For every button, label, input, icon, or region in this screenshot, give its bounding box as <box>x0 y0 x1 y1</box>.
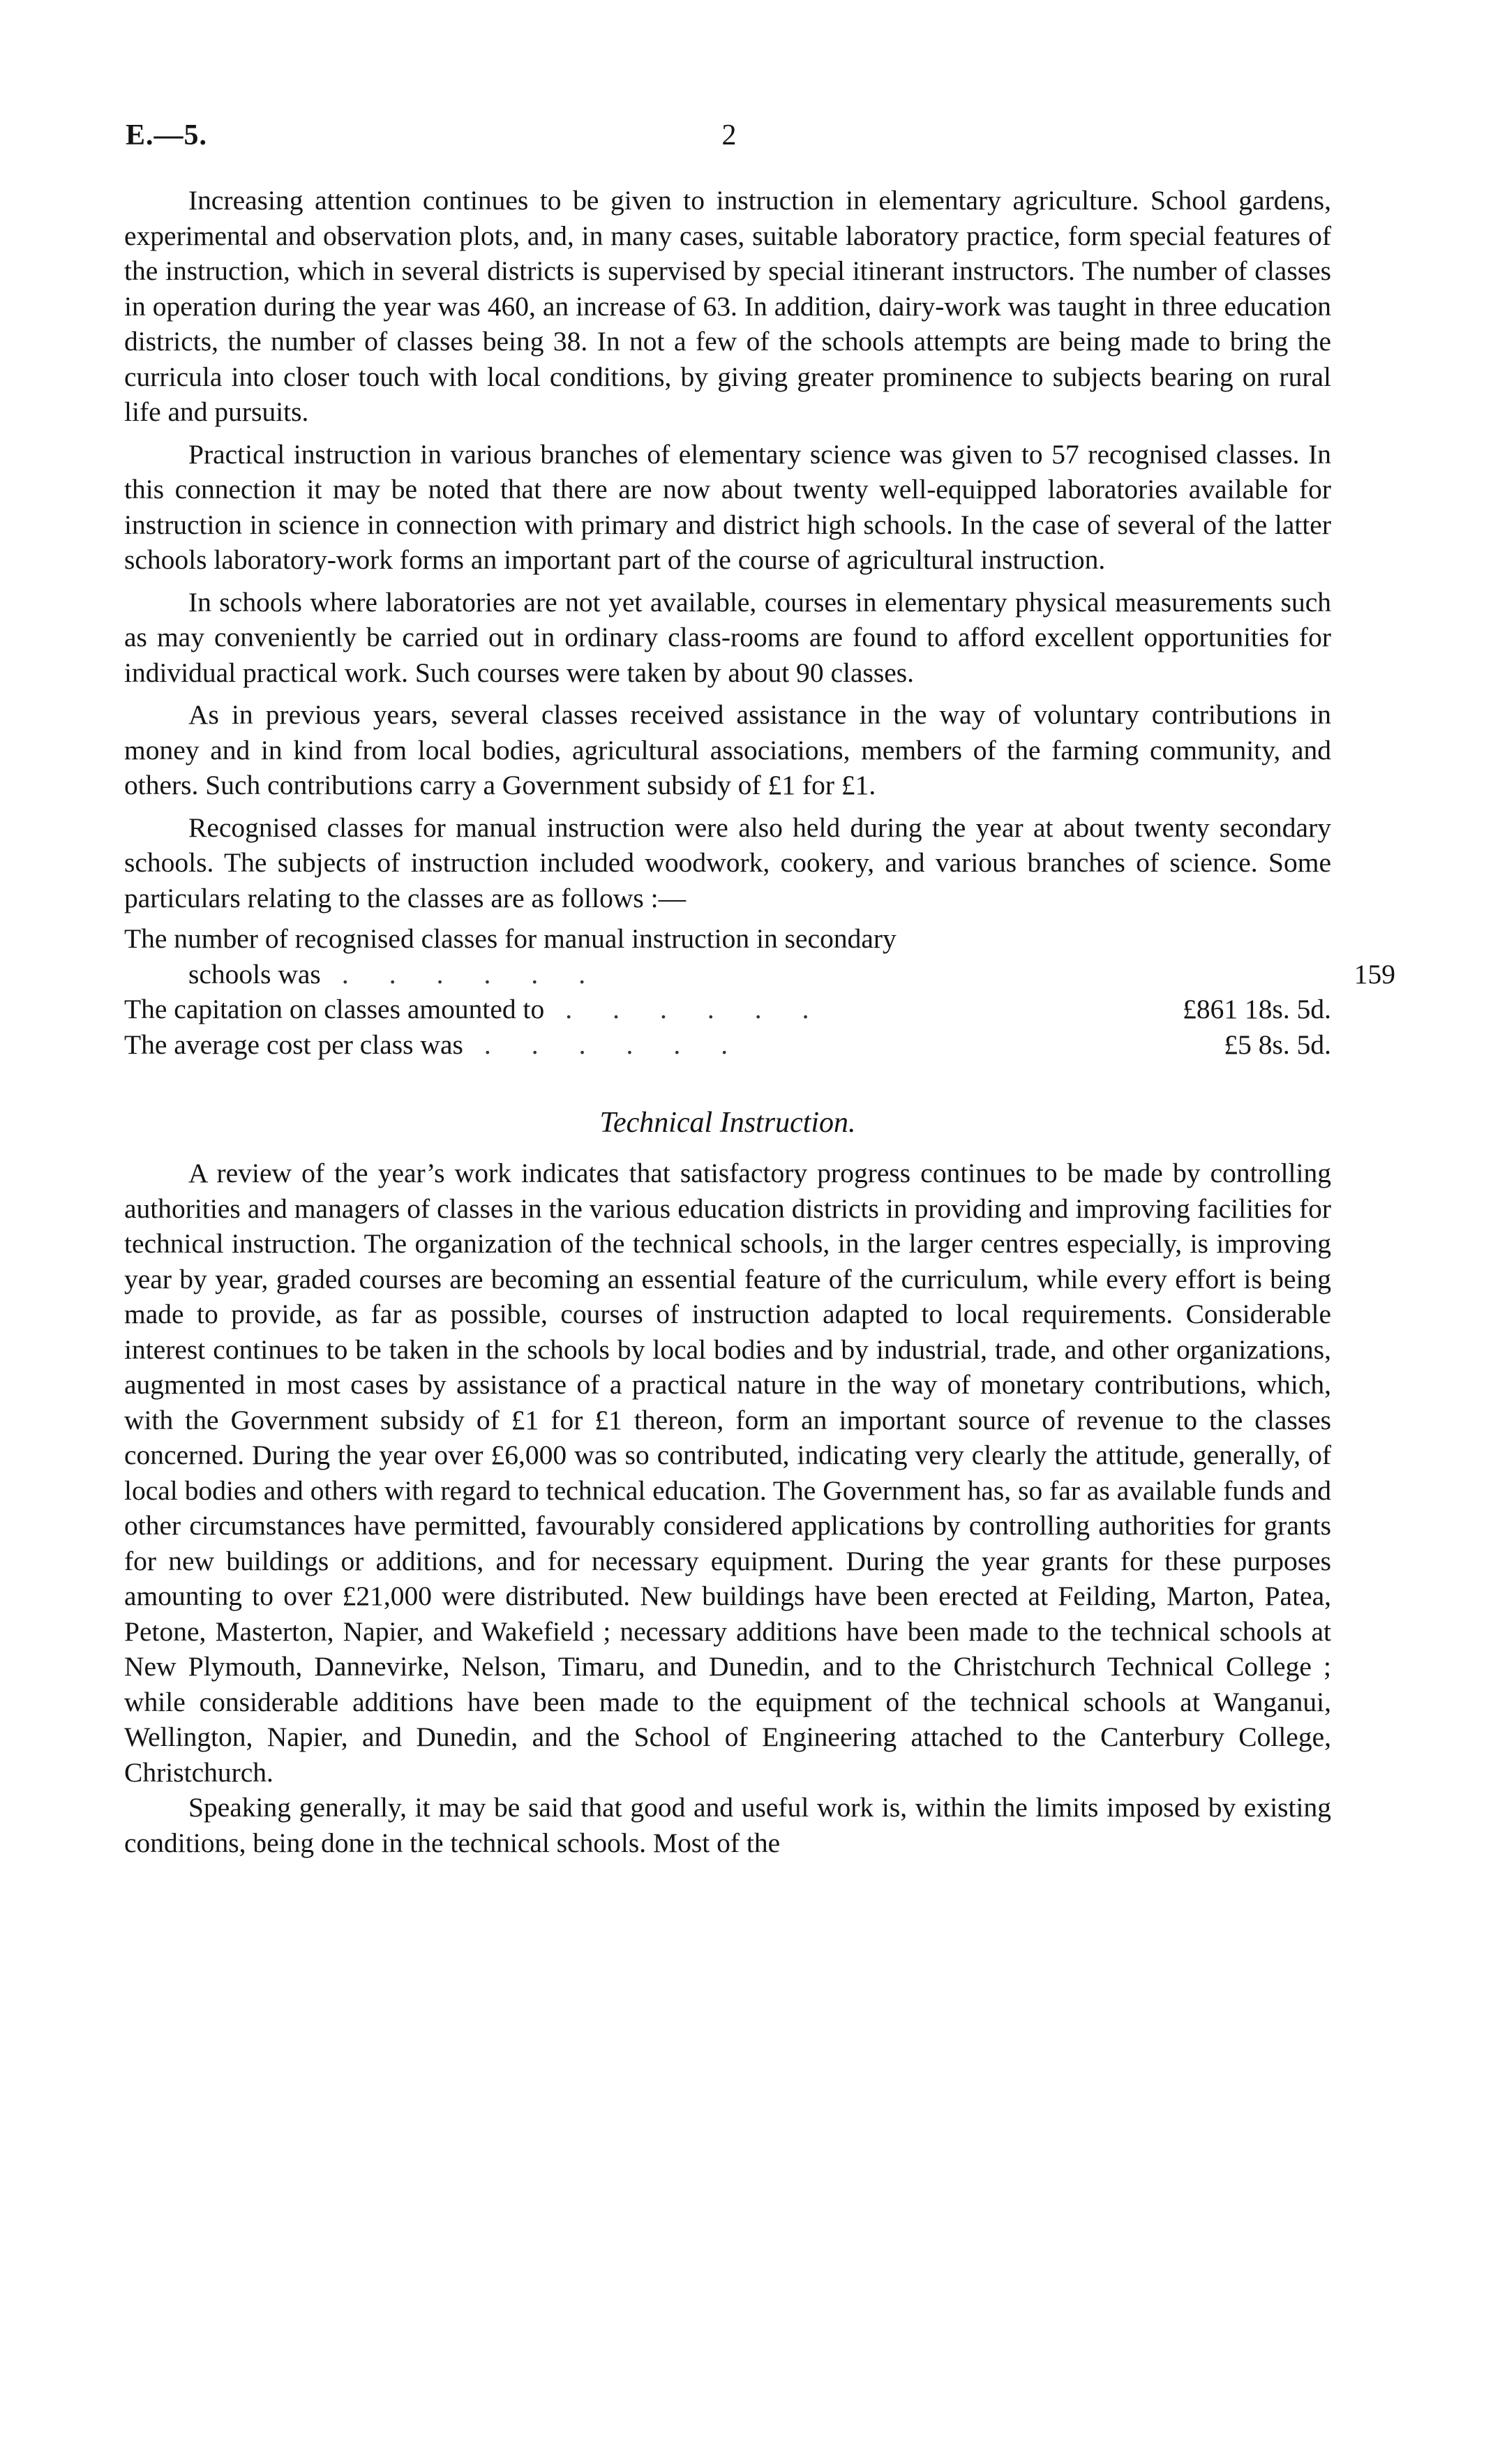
stat-label: schools was <box>188 958 321 990</box>
section-title: Technical Instruction. <box>599 1107 856 1139</box>
stat-row-classes <box>124 921 1395 992</box>
paragraph: A review of the year’s work indicates that satisfactory progress continues to be made by controlling authorities and managers of classes in the various education districts in providing and improving facilities for technical instruction. The organization of the technical schools, in the larger centres especially, is improving year by year, graded courses are becoming an essential feature of the curriculum, while every effort is being made to provide, as far as possible, courses of instruction adapted to local requirements. Considerable interest continues to be taken in the schools by local bodies and by industrial, trade, and other organizations, augmented in most cases by assistance of a practical nature in the way of monetary contributions, which, with the Government subsidy of £1 for £1 thereon, form an important source of revenue to the classes concerned. During the year over £6,000 was so contributed, indicating very clearly the attitude, generally, of local bodies and others with regard to technical education. The Government has, so far as available funds and other circumstances have permitted, favourably considered applications by controlling authorities for grants for new buildings or additions, and for necessary equipment. During the year grants for these purposes amounting to over £21,000 were distributed. New buildings have been erected at Feilding, Marton, Patea, Petone, Masterton, Napier, and Wakefield ; necessary additions have been made to the technical schools at New Plymouth, Dannevirke, Nelson, Timaru, and Dunedin, and to the Christchurch Technical College ; while considerable additions have been made to the equipment of the technical schools at Wanganui, Wellington, Napier, and Dunedin, and the School of Engineering attached to the Canterbury College, Christchurch. <box>124 1158 1331 1788</box>
paragraph: In schools where laboratories are not yet available, courses in elementary physical measurements such as may conveniently be carried out in ordinary class-rooms are found to afford excellent opportunities for individual practical work. Such courses were taken by about 90 classes. <box>124 586 1331 688</box>
stat-value: £5 8s. 5d. <box>1224 1029 1331 1060</box>
stat-row-average-cost <box>124 1027 1331 1063</box>
paragraph: Speaking generally, it may be said that good and useful work is, within the limits imposed by existing conditions, being done in the technical schools. Most of the <box>124 1792 1331 1858</box>
stat-row-capitation <box>124 992 1331 1027</box>
stat-label: The number of recognised classes for manual instruction in secondary <box>124 923 897 954</box>
paragraph: As in previous years, several classes received assistance in the way of voluntary contributions in money and in kind from local bodies, agricultural associations, members of the farming community, and others. Such contributions carry a Government subsidy of £1 for £1. <box>124 699 1331 800</box>
body-text <box>124 183 1395 1860</box>
leader-dots: ...... <box>341 958 627 990</box>
stat-value: 159 <box>1353 958 1395 990</box>
stat-label: The capitation on classes amounted to <box>124 994 545 1024</box>
paragraph: Practical instruction in various branches of elementary science was given to 57 recognised classes. In this connection it may be noted that there are now about twenty well-equipped laboratories available for instruction in science in connection with primary and district high schools. In the case of several of the latter schools laboratory-work forms an important part of the course of agricultural instruction. <box>124 438 1331 575</box>
page-number: 2 <box>721 119 737 151</box>
stat-label: The average cost per class was <box>124 1029 463 1060</box>
leader-dots: ...... <box>565 994 850 1024</box>
manual-instruction-stats <box>124 921 1395 1062</box>
document-reference: E.—5. <box>126 119 208 151</box>
section-agriculture <box>124 183 1331 916</box>
paragraph: Recognised classes for manual instruction were also held during the year at about twenty secondary schools. The subjects of instruction included woodwork, cookery, and various branches of science. Some particulars relating to the classes are as follows :— <box>124 812 1331 913</box>
page-header <box>126 119 1333 160</box>
stat-value: £861 18s. 5d. <box>1183 994 1331 1024</box>
paragraph: Increasing attention continues to be given to instruction in elementary agriculture. School gardens, experimental and observation plots, and, in many cases, suitable laboratory practice, form special features of the instruction, which in several districts is supervised by special itinerant instructors. The number of classes in operation during the year was 460, an increase of 63. In addition, dairy-work was taught in three education districts, the number of classes being 38. In not a few of the schools attempts are being made to bring the curricula into closer touch with local conditions, by giving greater prominence to subjects bearing on rural life and pursuits. <box>124 185 1331 427</box>
section-technical-instruction <box>124 1156 1331 1860</box>
leader-dots: ...... <box>483 1029 769 1060</box>
